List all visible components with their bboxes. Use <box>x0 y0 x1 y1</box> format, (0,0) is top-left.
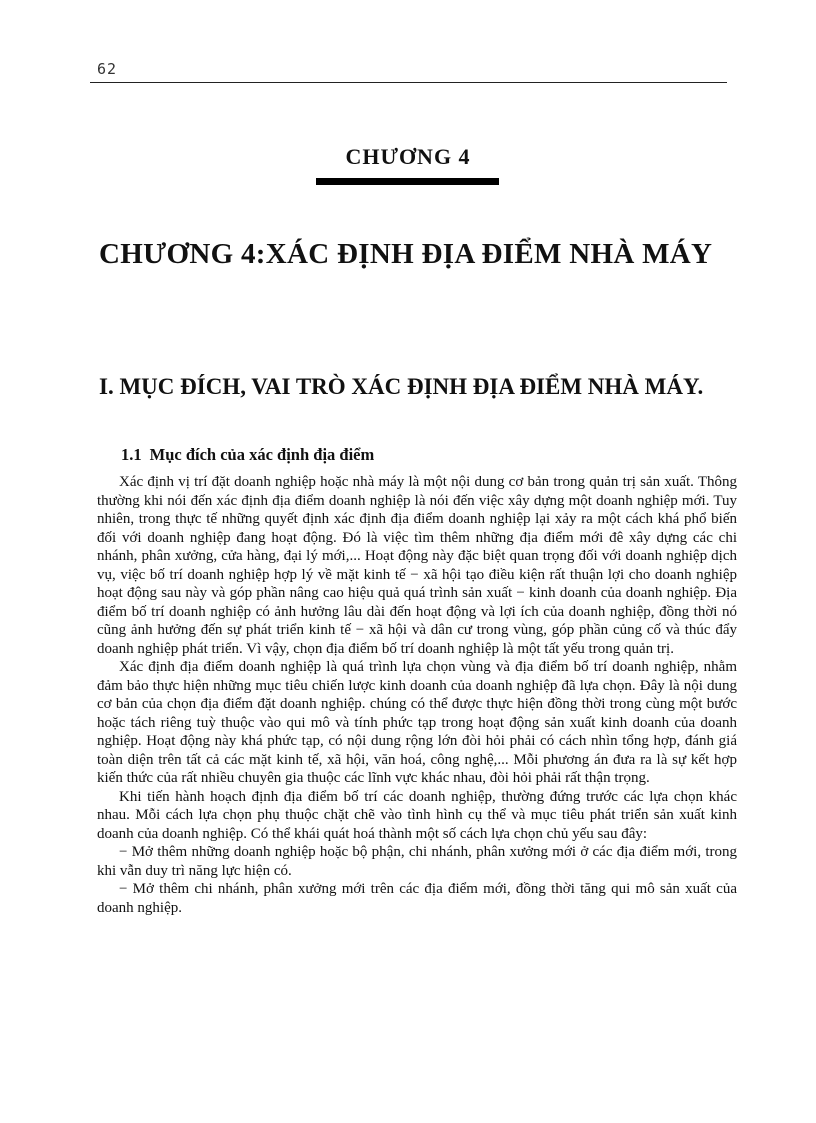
section-heading: I. MỤC ĐÍCH, VAI TRÒ XÁC ĐỊNH ĐỊA ĐIỂM NHÀ MÁY. <box>99 374 704 399</box>
list-item: − Mở thêm chi nhánh, phân xưởng mới trên các địa điểm mới, đồng thời tăng qui mô sản xuất của doanh nghiệp. <box>97 881 737 916</box>
subsection-number: 1.1 <box>121 445 142 464</box>
chapter-underline-bar <box>316 178 499 185</box>
paragraph: Xác định địa điểm doanh nghiệp là quá trình lựa chọn vùng và địa điểm bố trí doanh nghiệp, nhằm đảm bảo thực hiện những mục tiêu chiến lược kinh doanh của doanh nghiệp đã lựa chọn. Đây là nội dung cơ bản của chọn địa điểm đặt doanh nghiệp. chúng có thể được thực hiện đồng thời trong cùng một bước hoặc tách riêng tuỳ thuộc vào qui mô và tính phức tạp trong hoạt động sản xuất kinh doanh của doanh nghiệp. Hoạt động này khá phức tạp, có nội dung rộng lớn đòi hỏi phải có cách nhìn tổng hợp, đánh giá toàn diện trên tất cả các mặt kinh tế, xã hội, văn hoá, công nghệ,... Mỗi phương án đưa ra là sự kết hợp kiến thức của rất nhiều chuyên gia thuộc các lĩnh vực khác nhau, đòi hỏi phải rất thận trọng. <box>97 659 737 786</box>
header-rule <box>90 82 727 83</box>
paragraph: Xác định vị trí đặt doanh nghiệp hoặc nhà máy là một nội dung cơ bản trong quản trị sản xuất. Thông thường khi nói đến xác định địa điểm doanh nghiệp là nói đến việc xây dựng một doanh nghiệp mới. Tuy nhiên, trong thực tế những quyết định xác định địa điểm doanh nghiệp lại xảy ra một cách khá phổ biến đối với doanh nghiệp đang hoạt động. Đó là việc tìm thêm những địa điểm mới đê xây dựng các chi nhánh, phân xưởng, cửa hàng, đại lý mới,... Hoạt động này đặc biệt quan trọng đối với doanh nghiệp dịch vụ, việc bố trí doanh nghiệp hợp lý về mặt kinh tế − xã hội tạo điều kiện rất thuận lợi cho doanh nghiệp hoạt động sau này và góp phần nâng cao hiệu quả quá trình sản xuất − kinh doanh của doanh nghiệp. Địa điểm bố trí doanh nghiệp có ảnh hưởng lâu dài đến hoạt động và lợi ích của doanh nghiệp, đồng thời nó cũng ảnh hưởng đến sự phát triển kinh tế − xã hội và dân cư trong vùng, góp phần củng cố và thúc đẩy doanh nghiệp phát triển. Vì vậy, chọn địa điểm bố trí doanh nghiệp là một tất yếu trong quản trị. <box>97 474 737 657</box>
chapter-label: CHƯƠNG 4 <box>345 144 471 169</box>
subsection-title: Mục đích của xác định địa điểm <box>149 445 375 464</box>
chapter-title: CHƯƠNG 4:XÁC ĐỊNH ĐỊA ĐIỂM NHÀ MÁY <box>99 238 713 270</box>
list-item: − Mở thêm những doanh nghiệp hoặc bộ phận, chi nhánh, phân xưởng mới ở các địa điểm mới, trong khi vẫn duy trì năng lực hiện có. <box>97 844 737 879</box>
body-text <box>97 473 737 917</box>
page-number: 62 <box>97 60 118 78</box>
subsection-heading <box>121 445 374 465</box>
paragraph: Khi tiến hành hoạch định địa điểm bố trí các doanh nghiệp, thường đứng trước các lựa chọn khác nhau. Mỗi cách lựa chọn phụ thuộc chặt chẽ vào tình hình cụ thể và mục tiêu phát triển sản xuất kinh doanh của doanh nghiệp. Có thể khái quát hoá thành một số cách lựa chọn chủ yếu sau đây: <box>97 788 737 842</box>
